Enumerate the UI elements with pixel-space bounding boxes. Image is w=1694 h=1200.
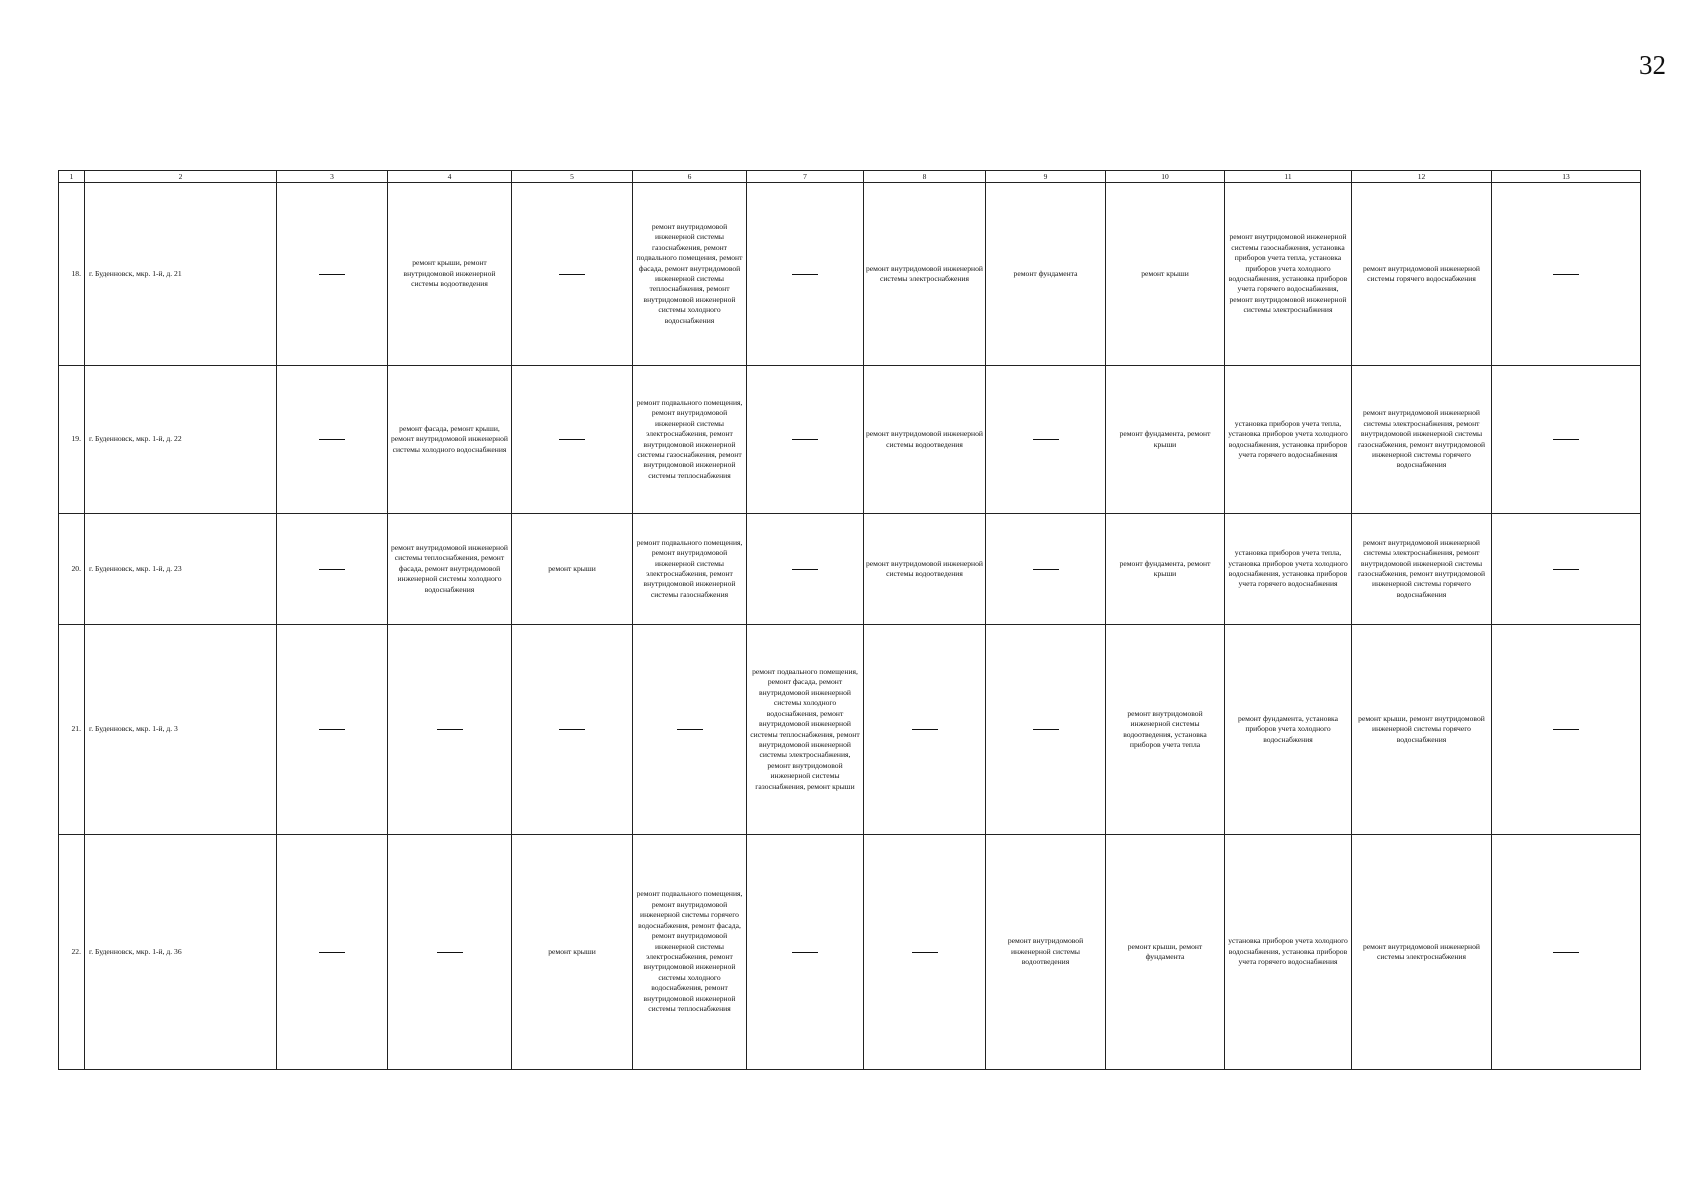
cell-text: г. Буденновск, мкр. 1-й, д. 36 [89,946,182,956]
cell-text: ремонт фундамента, установка приборов учета холодного водоснабжения [1237,713,1339,744]
dash-mark [1553,274,1579,275]
cell-text: ремонт внутридомовой инженерной системы водоотведения [866,429,983,449]
table-cell [986,625,1106,835]
column-number: 10 [1106,171,1225,183]
cell-text: г. Буденновск, мкр. 1-й, д. 23 [89,563,182,573]
cell-text: 22. [71,946,81,956]
row-number [59,835,85,1070]
column-number: 1 [59,171,85,183]
dash-mark [1553,569,1579,570]
table-cell [277,625,388,835]
table-cell [512,625,633,835]
column-number: 7 [747,171,864,183]
table-cell [277,835,388,1070]
table-cell [1492,183,1641,366]
row-number [59,514,85,625]
table-cell [388,183,512,366]
repair-schedule-table [58,170,1641,1070]
address-cell [85,366,277,514]
table-cell [864,835,986,1070]
column-number-row [59,171,1641,183]
table-cell [1352,514,1492,625]
cell-text: 19. [71,434,81,444]
cell-text: ремонт внутридомовой инженерной системы горячего водоснабжения [1363,263,1480,283]
column-number: 13 [1492,171,1641,183]
dash-mark [437,952,463,953]
table-cell [1492,625,1641,835]
row-number [59,366,85,514]
dash-mark [792,952,818,953]
dash-mark [792,439,818,440]
table-cell [986,835,1106,1070]
column-number: 2 [85,171,277,183]
cell-text: г. Буденновск, мкр. 1-й, д. 22 [89,434,182,444]
table-cell [633,183,747,366]
table-cell [388,835,512,1070]
table-cell [1106,514,1225,625]
table-cell [512,835,633,1070]
table-cell [1352,183,1492,366]
dash-mark [559,729,585,730]
dash-mark [1033,569,1059,570]
table-cell [1352,625,1492,835]
dash-mark [319,274,345,275]
table-cell [633,835,747,1070]
dash-mark [912,952,938,953]
cell-text: ремонт фасада, ремонт крыши, ремонт внутридомовой инженерной системы холодного водоснабжения [391,423,508,454]
table-cell [986,183,1106,366]
table-cell [1106,366,1225,514]
column-number: 6 [633,171,747,183]
table-cell [1106,835,1225,1070]
table-row [59,625,1641,835]
dash-mark [1553,729,1579,730]
address-cell [85,835,277,1070]
address-cell [85,514,277,625]
cell-text: ремонт крыши, ремонт внутридомовой инженерной системы водоотведения [403,258,496,289]
column-number: 12 [1352,171,1492,183]
table-cell [747,835,864,1070]
cell-text: 20. [71,563,81,573]
cell-text: 18. [71,268,81,278]
dash-mark [677,729,703,730]
cell-text: ремонт внутридомовой инженерной системы теплоснабжения, ремонт фасада, ремонт внутридомовой инженерной системы холодного водоснабжения [391,542,508,594]
cell-text: ремонт внутридомовой инженерной системы водоотведения [866,558,983,578]
column-number: 3 [277,171,388,183]
dash-mark [319,439,345,440]
table-cell [1225,366,1352,514]
cell-text: ремонт подвального помещения, ремонт внутридомовой инженерной системы горячего водоснабжения, ремонт фасада, ремонт внутридомовой инженерной системы электроснабжения, ремонт внутридомовой инженерной системы холодного водоснабжения, ремонт внутридомовой инженерной системы теплоснабжения [636,889,743,1014]
table-cell [747,366,864,514]
dash-mark [1553,952,1579,953]
cell-text: ремонт фундамента [1013,268,1078,278]
column-number: 5 [512,171,633,183]
table-cell [633,514,747,625]
dash-mark [912,729,938,730]
table-cell [747,514,864,625]
cell-text: ремонт подвального помещения, ремонт внутридомовой инженерной системы электроснабжения, ремонт внутридомовой инженерной системы газоснабжения, ремонт внутридомовой инженерной системы теплоснабжения [636,397,743,480]
column-number: 8 [864,171,986,183]
column-number: 4 [388,171,512,183]
cell-text: 21. [71,724,81,734]
cell-text: ремонт крыши [1141,268,1189,278]
table-cell [388,625,512,835]
table-cell [864,366,986,514]
cell-text: г. Буденновск, мкр. 1-й, д. 21 [89,268,182,278]
cell-text: ремонт подвального помещения, ремонт фасада, ремонт внутридомовой инженерной системы холодного водоснабжения, ремонт внутридомовой инженерной системы теплоснабжения, ремонт внутридомовой инженерной системы электроснабжения, ремонт внутридомовой инженерной системы газоснабжения, ремонт крыши [750,666,860,791]
table-cell [986,366,1106,514]
cell-text: ремонт крыши, ремонт внутридомовой инженерной системы горячего водоснабжения [1358,713,1485,744]
cell-text: ремонт фундамента, ремонт крыши [1119,429,1211,449]
cell-text: ремонт внутридомовой инженерной системы электроснабжения [1363,941,1480,961]
cell-text: ремонт подвального помещения, ремонт внутридомовой инженерной системы электроснабжения, ремонт внутридомовой инженерной системы газоснабжения [636,537,743,599]
dash-mark [319,729,345,730]
table-cell [1106,625,1225,835]
table-cell [1225,514,1352,625]
table-cell [277,183,388,366]
table-cell [388,366,512,514]
dash-mark [792,569,818,570]
cell-text: ремонт внутридомовой инженерной системы электроснабжения [866,263,983,283]
cell-text: ремонт внутридомовой инженерной системы газоснабжения, ремонт подвального помещения, ремонт фасада, ремонт внутридомовой инженерной системы теплоснабжения, ремонт внутридомовой инженерной системы холодного водоснабжения [636,221,743,325]
table-cell [1106,183,1225,366]
cell-text: ремонт крыши, ремонт фундамента [1127,941,1203,961]
table-cell [864,183,986,366]
table-cell [388,514,512,625]
row-number [59,625,85,835]
table-cell [747,183,864,366]
address-cell [85,183,277,366]
table-cell [1492,835,1641,1070]
cell-text: ремонт фундамента, ремонт крыши [1119,558,1211,578]
cell-text: ремонт внутридомовой инженерной системы газоснабжения, установка приборов учета тепла, установка приборов учета холодного водоснабжения, установка приборов учета горячего водоснабжения, ремонт внутридомовой инженерной системы электроснабжения [1228,232,1348,315]
dash-mark [559,439,585,440]
table-cell [986,514,1106,625]
cell-text: ремонт крыши [548,563,596,573]
table-cell [512,514,633,625]
dash-mark [319,952,345,953]
table-cell [512,366,633,514]
row-number [59,183,85,366]
column-number: 11 [1225,171,1352,183]
dash-mark [1033,729,1059,730]
cell-text: ремонт внутридомовой инженерной системы водоотведения [1007,936,1084,967]
dash-mark [559,274,585,275]
address-cell [85,625,277,835]
dash-mark [1033,439,1059,440]
table-cell [1492,366,1641,514]
table-row [59,835,1641,1070]
dash-mark [792,274,818,275]
table-cell [277,514,388,625]
dash-mark [319,569,345,570]
table-cell [1352,366,1492,514]
cell-text: ремонт внутридомовой инженерной системы электроснабжения, ремонт внутридомовой инженерной системы газоснабжения, ремонт внутридомовой инженерной системы горячего водоснабжения [1357,537,1486,599]
cell-text: ремонт внутридомовой инженерной системы водоотведения, установка приборов учета тепла [1123,708,1207,749]
table-cell [512,183,633,366]
table-cell [1492,514,1641,625]
table-body [59,171,1641,1070]
table-cell [1225,625,1352,835]
page-number: 32 [1639,50,1666,80]
dash-mark [437,729,463,730]
table-row [59,366,1641,514]
table-cell [633,625,747,835]
table-row [59,183,1641,366]
dash-mark [1553,439,1579,440]
column-number: 9 [986,171,1106,183]
cell-text: установка приборов учета тепла, установка приборов учета холодного водоснабжения, установка приборов учета горячего водоснабжения [1228,548,1348,589]
cell-text: ремонт крыши [548,946,596,956]
table-row [59,514,1641,625]
table-cell [633,366,747,514]
table-cell [1225,183,1352,366]
table-cell [1352,835,1492,1070]
table-cell [1225,835,1352,1070]
cell-text: установка приборов учета тепла, установка приборов учета холодного водоснабжения, установка приборов учета горячего водоснабжения [1228,418,1348,459]
cell-text: ремонт внутридомовой инженерной системы электроснабжения, ремонт внутридомовой инженерной системы газоснабжения, ремонт внутридомовой инженерной системы горячего водоснабжения [1357,408,1486,470]
cell-text: установка приборов учета холодного водоснабжения, установка приборов учета горячего водоснабжения [1228,936,1348,967]
cell-text: г. Буденновск, мкр. 1-й, д. 3 [89,724,178,734]
table-cell [864,514,986,625]
table-cell [747,625,864,835]
table-cell [864,625,986,835]
table-cell [277,366,388,514]
